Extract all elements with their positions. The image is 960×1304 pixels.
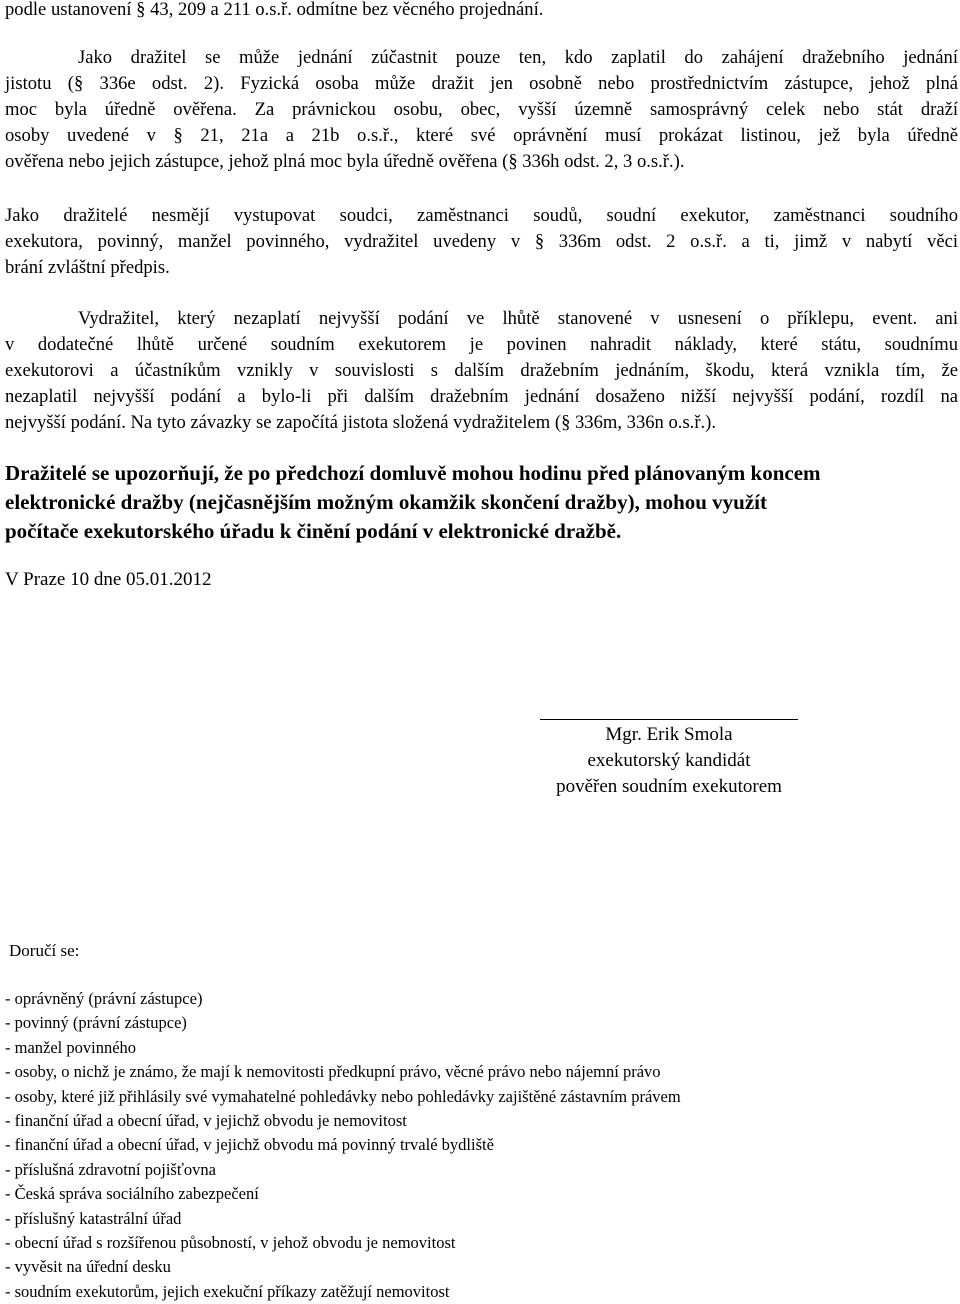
excluded-line-2: exekutora, povinný, manžel povinného, vydražitel uvedeny v § 336m odst. 2 o.s.ř. a ti, jimž v nabytí věci	[5, 231, 958, 252]
delivery-heading: Doručí se:	[9, 941, 80, 960]
intro-paragraph	[5, 0, 958, 23]
intro-line: podle ustanovení § 43, 209 a 211 o.s.ř. odmítne bez věcného projednání.	[5, 0, 544, 20]
excluded-line-1: Jako dražitelé nesmějí vystupovat soudci, zaměstnanci soudů, soudní exekutor, zaměstnanci soudního	[5, 205, 958, 226]
bidders-line-2: jistotu (§ 336e odst. 2). Fyzická osoba může dražit jen osobně nebo prostřednictvím zástupce, jehož plná	[5, 73, 958, 94]
place-date: V Praze 10 dne 05.01.2012	[5, 569, 212, 590]
signatory-title: exekutorský kandidát	[587, 750, 751, 771]
list-item: - finanční úřad a obecní úřad, v jejichž obvodu má povinný trvalé bydliště	[5, 1135, 494, 1155]
notice-line-1: Dražitelé se upozorňují, že po předchozí domluvě mohou hodinu před plánovaným koncem	[5, 461, 821, 485]
liability-paragraph	[5, 306, 958, 436]
signatory-name: Mgr. Erik Smola	[605, 724, 733, 745]
liability-line-1: Vydražitel, který nezaplatí nejvyšší podání ve lhůtě stanovené v usnesení o příklepu, event. ani	[78, 308, 958, 329]
bidders-line-1: Jako dražitel se může jednání zúčastnit pouze ten, kdo zaplatil do zahájení dražebního jednání	[78, 47, 958, 68]
notice-line-2: elektronické dražby (nejčasnějším možným okamžik skončení dražby), mohou využít	[5, 490, 767, 514]
bidders-line-3: moc byla úředně ověřena. Za právnickou osobu, obec, vyšší územně samosprávný celek nebo stát draží	[5, 99, 958, 120]
liability-line-2: v dodatečné lhůtě určené soudním exekutorem je povinen nahradit náklady, které státu, soudnímu	[5, 334, 958, 355]
list-item: - příslušný katastrální úřad	[5, 1208, 182, 1228]
bidders-line-5: ověřena nebo jejich zástupce, jehož plná moc byla úředně ověřena (§ 336h odst. 2, 3 o.s.ř.).	[5, 151, 685, 172]
list-item: - osoby, o nichž je známo, že mají k nemovitosti předkupní právo, věcné právo nebo nájemní právo	[5, 1062, 661, 1082]
list-item: - povinný (právní zástupce)	[5, 1013, 187, 1033]
signatory-role: pověřen soudním exekutorem	[556, 776, 782, 797]
list-item: - oprávněný (právní zástupce)	[5, 989, 203, 1008]
signature-line	[540, 719, 798, 720]
bidders-paragraph	[5, 45, 958, 175]
list-item: - Česká správa sociálního zabezpečení	[5, 1184, 259, 1204]
list-item: - vyvěsit na úřední desku	[5, 1257, 171, 1277]
delivery-list	[5, 987, 681, 1304]
excluded-line-3: brání zvláštní předpis.	[5, 257, 170, 278]
liability-line-5: nejvyšší podání. Na tyto závazky se započítá jistota složená vydražitelem (§ 336m, 336n o.s.ř.).	[5, 412, 717, 433]
excluded-paragraph	[5, 203, 958, 281]
signature-block	[490, 722, 848, 800]
list-item: - finanční úřad a obecní úřad, v jejichž obvodu je nemovitost	[5, 1111, 407, 1131]
bidders-line-4: osoby uvedené v § 21, 21a a 21b o.s.ř., které své oprávnění musí prokázat listinou, jež byla úředně	[5, 125, 958, 146]
liability-line-3: exekutorovi a účastníkům vznikly v souvislosti s dalším dražebním jednáním, škodu, která vznikla tím, že	[5, 360, 958, 381]
liability-line-4: nezaplatil nejvyšší podání a bylo-li při dalším dražebním jednání dosaženo nižší nejvyšší podání, rozdíl na	[5, 386, 958, 407]
notice-line-3: počítače exekutorského úřadu k činění podání v elektronické dražbě.	[5, 519, 622, 543]
list-item: - manžel povinného	[5, 1037, 137, 1057]
list-item: - soudním exekutorům, jejich exekuční příkazy zatěžují nemovitost	[5, 1281, 450, 1301]
list-item: - osoby, které již přihlásily své vymahatelné pohledávky nebo pohledávky zajištěné zástavním právem	[5, 1086, 681, 1106]
bidder-notice	[5, 459, 958, 546]
list-item: - příslušná zdravotní pojišťovna	[5, 1159, 216, 1179]
list-item: - obecní úřad s rozšířenou působností, v jehož obvodu je nemovitost	[5, 1233, 456, 1253]
